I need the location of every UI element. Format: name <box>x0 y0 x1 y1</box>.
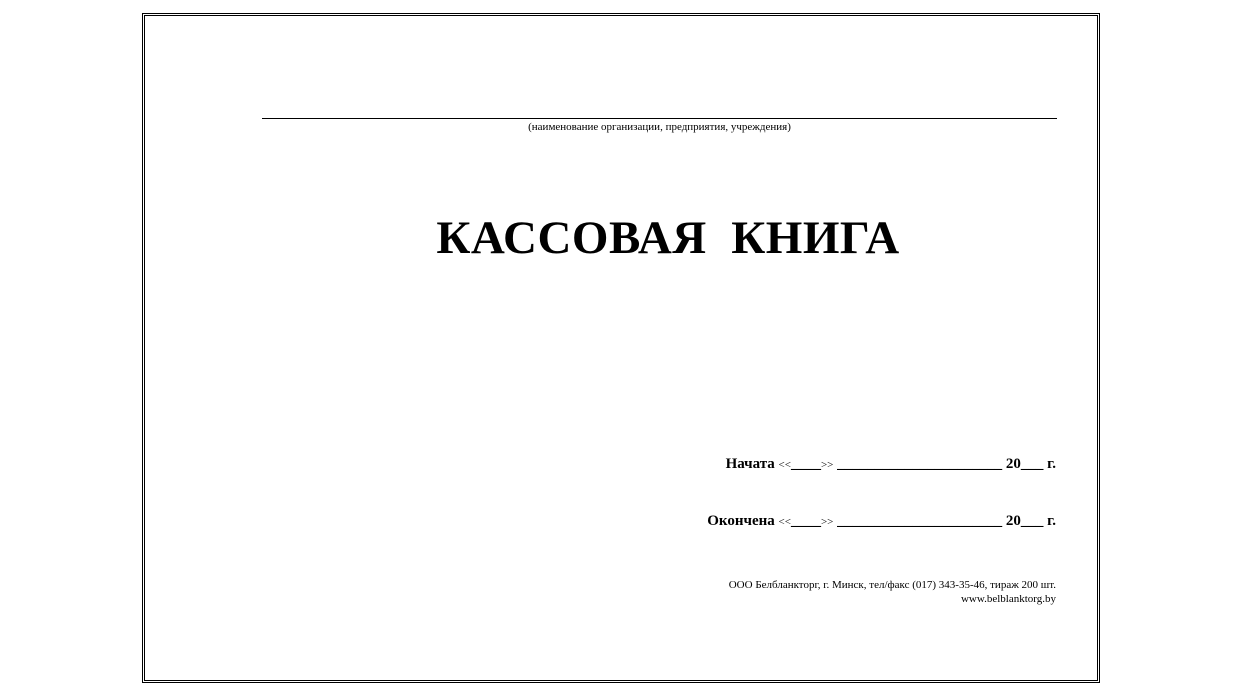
finished-label: Окончена <box>707 513 775 529</box>
organization-caption: (наименование организации, предприятия, учреждения) <box>528 121 791 133</box>
started-open-quote: << <box>778 459 791 471</box>
organization-name-line <box>262 118 1057 119</box>
finished-open-quote: << <box>778 516 791 528</box>
started-day-blank: ____ <box>790 456 821 472</box>
publisher-website: www.belblanktorg.by <box>960 593 1056 605</box>
publisher-line: ООО Белбланкторг, г. Минск, тел/факс (017) 343-35-46, тираж 200 шт. <box>728 579 1056 591</box>
finished-month-year-blank: ______________________ 20___ г. <box>837 513 1056 529</box>
publisher-info <box>729 578 1056 606</box>
started-label: Начата <box>725 456 775 472</box>
finished-date-row <box>707 512 1056 531</box>
started-close-quote: >> <box>820 459 834 471</box>
started-month-year-blank: ______________________ 20___ г. <box>837 456 1056 472</box>
document-title: КАССОВАЯ КНИГА <box>436 212 900 264</box>
finished-close-quote: >> <box>820 516 834 528</box>
started-date-row <box>726 455 1056 474</box>
finished-day-blank: ____ <box>790 513 821 529</box>
